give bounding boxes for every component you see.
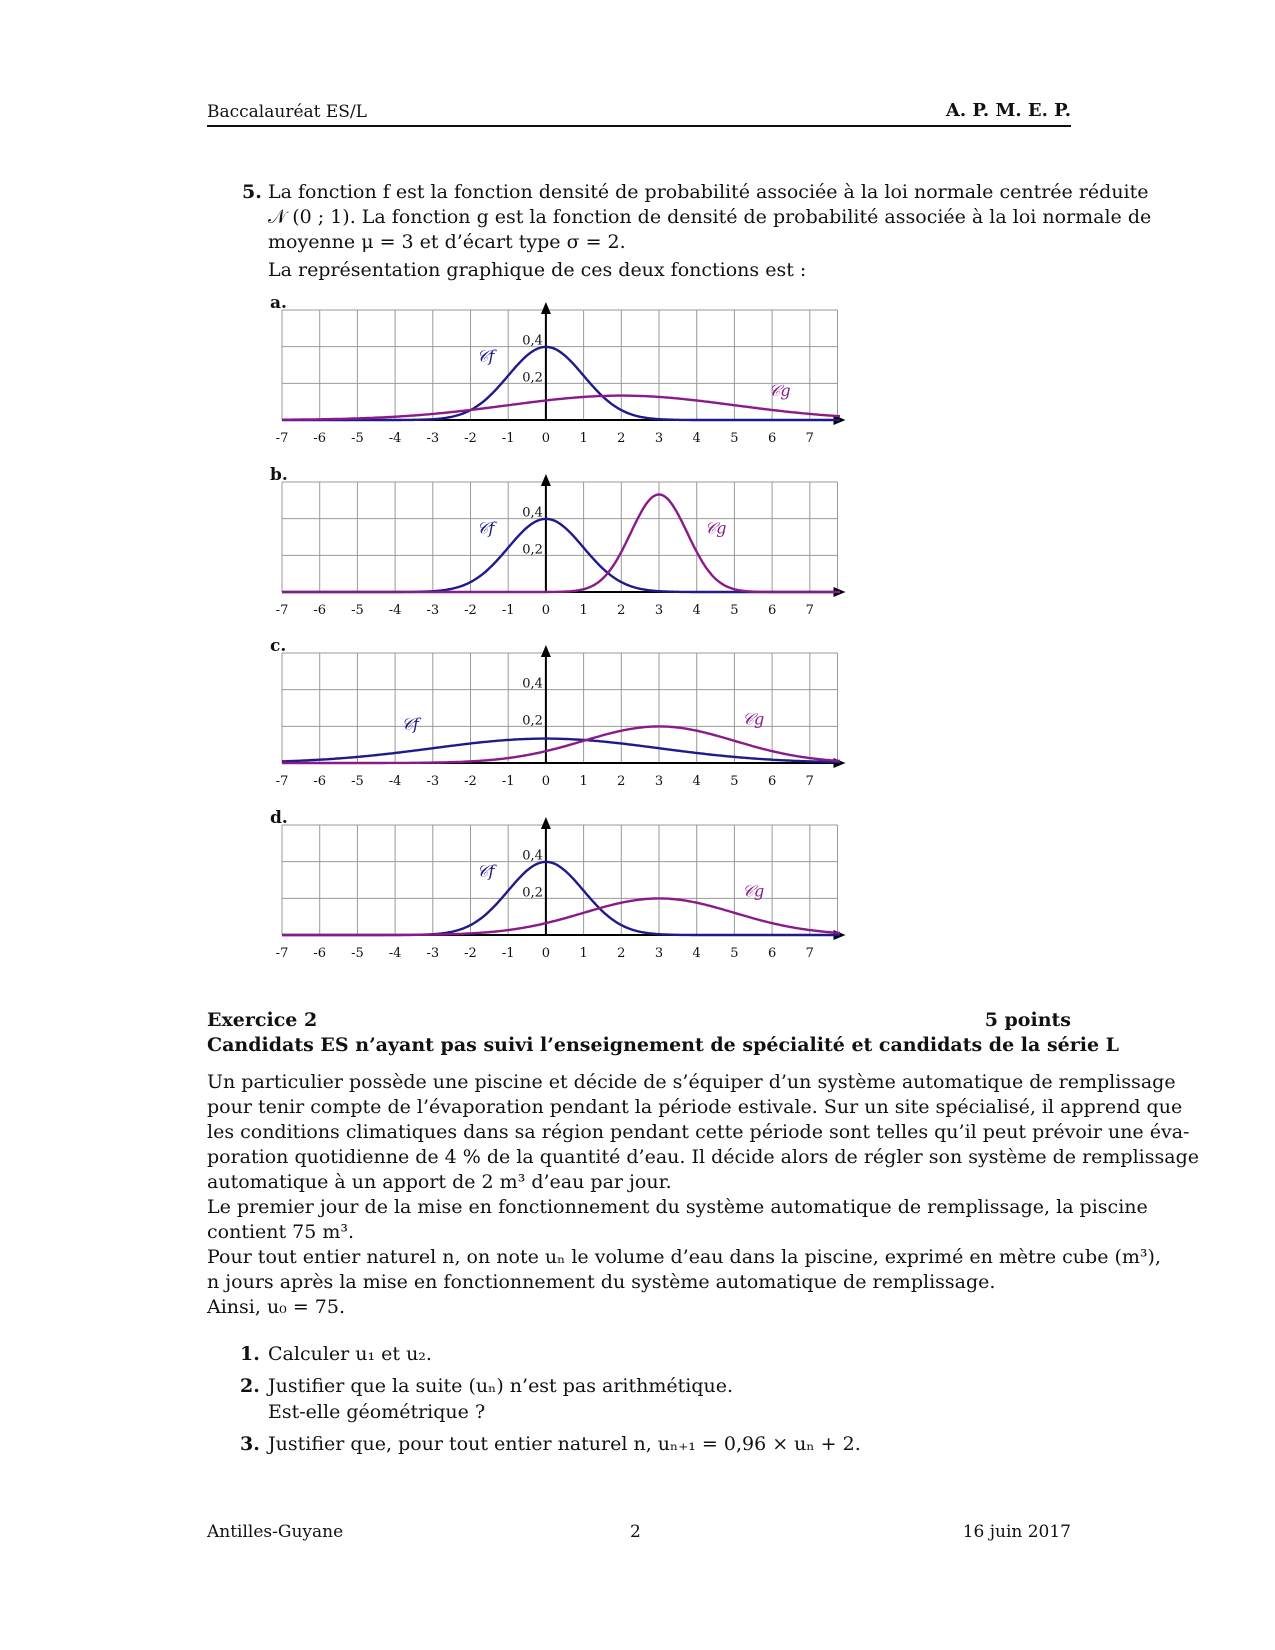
x-tick-label: 1	[579, 774, 588, 789]
x-tick-label: -3	[426, 431, 440, 446]
chart-option-c	[275, 648, 880, 798]
curve-g-label: 𝒞g	[768, 381, 791, 401]
x-tick-label: 4	[692, 603, 701, 618]
x-tick-label: -6	[313, 946, 327, 961]
exercise-2-para-line5: automatique à un apport de 2 m³ d’eau par jour.	[207, 1171, 672, 1193]
x-tick-label: -6	[313, 774, 327, 789]
x-tick-label: 0	[541, 946, 551, 961]
exercise-2-para-line1: Un particulier possède une piscine et décide de s’équiper d’un système automatique de remplissage	[207, 1071, 1176, 1093]
x-tick-label: -4	[388, 774, 402, 789]
x-tick-label: -5	[351, 603, 364, 618]
x-tick-label: -7	[275, 946, 289, 961]
footer-right: 16 juin 2017	[962, 1522, 1071, 1542]
x-tick-label: 3	[654, 603, 664, 618]
chart-option-d	[275, 820, 880, 970]
exercise-2-para-line10: Ainsi, u₀ = 75.	[207, 1296, 346, 1318]
x-tick-label: -7	[275, 431, 289, 446]
chart-option-b	[275, 477, 880, 627]
exercise-2-q1-text: Calculer u₁ et u₂.	[268, 1343, 432, 1365]
footer-left: Antilles-Guyane	[207, 1522, 344, 1542]
x-tick-label: -1	[501, 603, 515, 618]
x-tick-label: 0	[541, 774, 551, 789]
question-5-line2: 𝒩 (0 ; 1). La fonction g est la fonction de densité de probabilité associée à la loi normale de	[268, 206, 1152, 228]
curve-f	[282, 739, 840, 763]
question-5-line1: La fonction f est la fonction densité de probabilité associée à la loi normale centrée réduite	[268, 181, 1149, 203]
x-tick-label: 6	[767, 946, 777, 961]
curve-f-label: 𝒞f	[476, 861, 495, 881]
header-right: A. P. M. E. P.	[945, 100, 1071, 121]
option-a-label: a.	[270, 293, 287, 313]
x-tick-label: 2	[617, 774, 626, 789]
option-d-label: d.	[270, 808, 288, 828]
x-tick-label: 5	[730, 603, 739, 618]
x-tick-label: 6	[767, 603, 777, 618]
x-tick-label: 7	[805, 431, 814, 446]
x-tick-label: -7	[275, 774, 289, 789]
exercise-2-q2-text: Justifier que la suite (uₙ) n’est pas arithmétique.	[268, 1375, 734, 1397]
x-tick-label: -5	[351, 774, 364, 789]
x-tick-label: 0	[541, 603, 551, 618]
x-tick-label: -7	[275, 603, 289, 618]
x-tick-label: 2	[617, 431, 626, 446]
y-tick-label: 0,4	[522, 505, 543, 521]
x-tick-label: 1	[579, 946, 588, 961]
page-number: 2	[630, 1522, 641, 1542]
x-tick-label: 2	[617, 946, 626, 961]
x-tick-label: 6	[767, 431, 777, 446]
x-tick-label: 5	[730, 946, 739, 961]
option-b-label: b.	[270, 465, 288, 485]
exercise-2-para-line9: n jours après la mise en fonctionnement du système automatique de remplissage.	[207, 1271, 996, 1293]
x-tick-label: 0	[541, 431, 551, 446]
y-axis-arrow	[541, 645, 551, 657]
exercise-2-para-line8: Pour tout entier naturel n, on note uₙ le volume d’eau dans la piscine, exprimé en mètre cube (m³),	[207, 1246, 1161, 1268]
x-tick-label: 7	[805, 946, 814, 961]
x-tick-label: 4	[692, 946, 701, 961]
x-tick-label: -6	[313, 431, 327, 446]
curve-f-label: 𝒞f	[476, 346, 495, 366]
exercise-2-para-line6: Le premier jour de la mise en fonctionnement du système automatique de remplissage, la piscine	[207, 1196, 1148, 1218]
curve-g-label: 𝒞g	[742, 709, 765, 729]
exercise-2-q2-followup: Est-elle géométrique ?	[268, 1401, 486, 1423]
x-tick-label: 1	[579, 603, 588, 618]
question-5-line4: La représentation graphique de ces deux fonctions est :	[268, 259, 807, 281]
x-tick-label: 5	[730, 431, 739, 446]
y-tick-label: 0,2	[522, 713, 543, 729]
y-tick-label: 0,2	[522, 885, 543, 901]
x-tick-label: 4	[692, 431, 701, 446]
curve-g	[282, 396, 840, 420]
exercise-2-points: 5 points	[984, 1009, 1071, 1031]
y-tick-label: 0,4	[522, 333, 543, 349]
x-tick-label: -3	[426, 774, 440, 789]
x-tick-label: 7	[805, 774, 814, 789]
curve-g-label: 𝒞g	[742, 881, 765, 901]
exercise-2-subtitle: Candidats ES n’ayant pas suivi l’enseignement de spécialité et candidats de la série L	[207, 1034, 1120, 1056]
x-tick-label: -2	[464, 774, 477, 789]
exercise-2-para-line7: contient 75 m³.	[207, 1221, 355, 1243]
curve-g-label: 𝒞g	[704, 518, 727, 538]
question-5-line3: moyenne μ = 3 et d’écart type σ = 2.	[268, 231, 626, 253]
x-tick-label: 3	[654, 946, 664, 961]
x-tick-label: 3	[654, 774, 664, 789]
x-tick-label: 5	[730, 774, 739, 789]
chart-option-a	[275, 305, 880, 455]
x-tick-label: -3	[426, 946, 440, 961]
x-tick-label: 2	[617, 603, 626, 618]
exercise-2-q1-number: 1.	[240, 1343, 260, 1365]
header-rule	[207, 125, 1071, 127]
exercise-2-para-line4: poration quotidienne de 4 % de la quantité d’eau. Il décide alors de régler son système de remplissage	[207, 1146, 1199, 1168]
x-tick-label: 6	[767, 774, 777, 789]
x-tick-label: -2	[464, 603, 477, 618]
y-axis-arrow	[541, 474, 551, 486]
y-tick-label: 0,4	[522, 848, 543, 864]
curve-f-label: 𝒞f	[476, 518, 495, 538]
x-tick-label: -4	[388, 431, 402, 446]
x-tick-label: -1	[501, 431, 515, 446]
exercise-2-title: Exercice 2	[207, 1009, 318, 1031]
x-tick-label: -2	[464, 946, 477, 961]
curve-f-label: 𝒞f	[401, 714, 419, 734]
curve-g	[282, 898, 840, 935]
x-tick-label: -1	[501, 774, 515, 789]
x-tick-label: 1	[579, 431, 588, 446]
x-tick-label: -4	[388, 603, 402, 618]
x-tick-label: 4	[692, 774, 701, 789]
y-tick-label: 0,4	[522, 676, 543, 692]
y-axis-arrow	[541, 302, 551, 314]
x-tick-label: 7	[805, 603, 814, 618]
x-tick-label: -5	[351, 946, 364, 961]
x-tick-label: -2	[464, 431, 477, 446]
exercise-2-q2-number: 2.	[240, 1375, 260, 1397]
x-tick-label: -4	[388, 946, 402, 961]
y-tick-label: 0,2	[522, 542, 543, 558]
exercise-2-q3-number: 3.	[240, 1433, 260, 1455]
x-tick-label: -1	[501, 946, 515, 961]
x-tick-label: -5	[351, 431, 364, 446]
exercise-2-q3-text: Justifier que, pour tout entier naturel n, uₙ₊₁ = 0,96 × uₙ + 2.	[268, 1433, 861, 1455]
curve-g	[282, 495, 840, 593]
x-tick-label: -3	[426, 603, 440, 618]
y-tick-label: 0,2	[522, 370, 543, 386]
exercise-2-para-line2: pour tenir compte de l’évaporation pendant la période estivale. Sur un site spécialisé, il apprend que	[207, 1096, 1183, 1118]
header-left: Baccalauréat ES/L	[207, 102, 367, 122]
question-5-number: 5.	[242, 181, 262, 203]
y-axis-arrow	[541, 817, 551, 829]
exercise-2-para-line3: les conditions climatiques dans sa région pendant cette période sont telles qu’il peut prévoir une éva-	[207, 1121, 1190, 1143]
x-tick-label: 3	[654, 431, 664, 446]
option-c-label: c.	[270, 636, 287, 656]
x-tick-label: -6	[313, 603, 327, 618]
